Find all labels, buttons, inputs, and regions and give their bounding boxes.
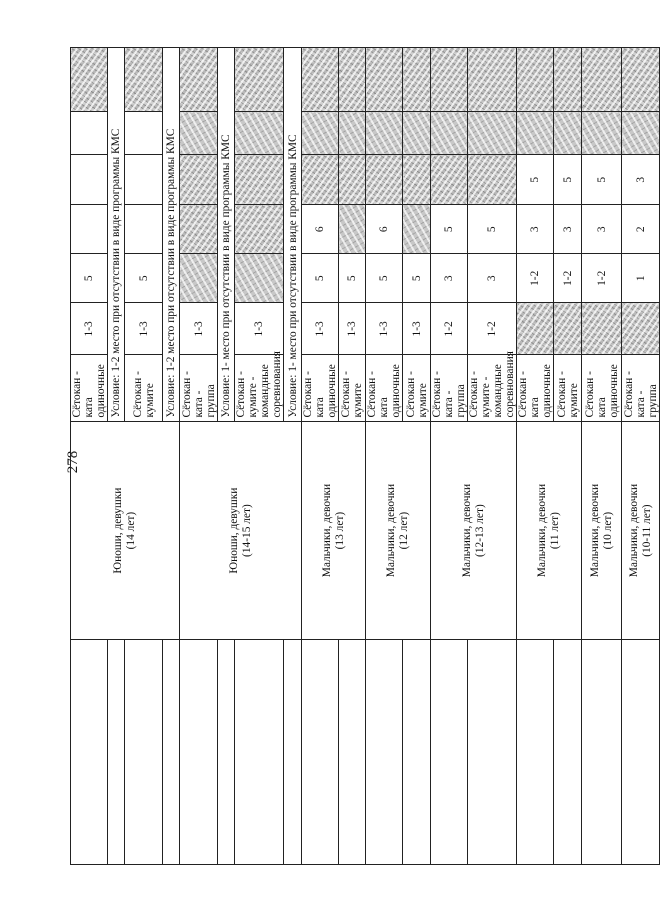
place-cell (125, 155, 163, 205)
shaded-cell (431, 112, 468, 155)
shaded-cell (339, 48, 366, 112)
age-group-cell: Мальчики, девочки (10-11 лет) (622, 422, 660, 639)
discipline-cell: Сётокан - кумите (125, 355, 163, 422)
empty-cell (71, 639, 108, 864)
empty-cell (431, 639, 468, 864)
shaded-cell (235, 112, 284, 155)
discipline-cell: Сётокан - ката - группа (180, 355, 218, 422)
empty-cell (468, 639, 517, 864)
shaded-cell (403, 112, 431, 155)
empty-cell (517, 639, 554, 864)
shaded-cell (403, 48, 431, 112)
condition-cell: Условие: 1- место при отсутствии в виде программы КМС (284, 48, 302, 422)
page-number: 278 (65, 450, 81, 474)
age-group-cell: Юноши, девушки (14-15 лет) (180, 422, 302, 639)
shaded-cell (366, 48, 403, 112)
place-cell: 1-3 (339, 303, 366, 355)
age-group-cell: Юноши, девушки (14 лет) (71, 422, 180, 639)
place-cell: 6 (366, 205, 403, 254)
discipline-cell: Сётокан - кумите (339, 355, 366, 422)
shaded-cell (622, 48, 660, 112)
shaded-cell (517, 112, 554, 155)
place-cell (180, 254, 218, 303)
place-cell: 1-3 (71, 303, 108, 355)
place-cell: 1 (622, 254, 660, 303)
empty-cell (125, 112, 163, 155)
table-row (366, 48, 403, 865)
place-cell: 1-3 (125, 303, 163, 355)
shaded-cell (302, 48, 339, 112)
place-cell: 5 (71, 254, 108, 303)
empty-cell (180, 639, 218, 864)
place-cell: 3 (554, 205, 582, 254)
table-row (431, 48, 468, 865)
place-cell: 5 (582, 155, 622, 205)
shaded-cell (554, 48, 582, 112)
place-cell (302, 155, 339, 205)
place-cell: 1-3 (302, 303, 339, 355)
place-cell (71, 155, 108, 205)
empty-cell (366, 639, 403, 864)
discipline-cell: Сётокан - ката одиночные (302, 355, 339, 422)
shaded-cell (468, 112, 517, 155)
shaded-cell (125, 48, 163, 112)
place-cell (366, 155, 403, 205)
place-cell: 5 (468, 205, 517, 254)
place-cell (235, 205, 284, 254)
place-cell (180, 155, 218, 205)
discipline-cell: Сётокан - кумите - командные соревнования (468, 355, 517, 422)
discipline-cell: Сётокан - кумите - командные соревнования (235, 355, 284, 422)
empty-cell (284, 639, 302, 864)
condition-cell: Условие: 1-2 место при отсутствии в виде программы КМС (163, 48, 180, 422)
shaded-cell (302, 112, 339, 155)
shaded-cell (235, 48, 284, 112)
place-cell: 5 (302, 254, 339, 303)
place-cell: 5 (431, 205, 468, 254)
condition-cell: Условие: 1-2 место при отсутствии в виде программы КМС (108, 48, 125, 422)
table-row (582, 48, 622, 865)
place-cell (235, 155, 284, 205)
place-cell (468, 155, 517, 205)
place-cell: 3 (431, 254, 468, 303)
place-cell: 1-3 (403, 303, 431, 355)
empty-cell (125, 639, 163, 864)
place-cell (554, 303, 582, 355)
place-cell: 5 (125, 254, 163, 303)
place-cell (180, 205, 218, 254)
table-row (622, 48, 660, 865)
discipline-cell: Сётокан - ката одиночные (582, 355, 622, 422)
place-cell: 1-3 (235, 303, 284, 355)
place-cell: 1-3 (366, 303, 403, 355)
age-group-cell: Мальчики, девочки (12 лет) (366, 422, 431, 639)
table-row (71, 48, 108, 865)
empty-cell (622, 639, 660, 864)
shaded-cell (582, 48, 622, 112)
shaded-cell (180, 48, 218, 112)
shaded-cell (554, 112, 582, 155)
table-row (180, 48, 218, 865)
place-cell (403, 205, 431, 254)
shaded-cell (582, 112, 622, 155)
shaded-cell (622, 112, 660, 155)
place-cell: 1-2 (582, 254, 622, 303)
empty-cell (218, 639, 235, 864)
place-cell (235, 254, 284, 303)
place-cell (517, 303, 554, 355)
shaded-cell (517, 48, 554, 112)
discipline-cell: Сётокан - ката одиночные (366, 355, 403, 422)
shaded-cell (468, 48, 517, 112)
rotated-table-frame (70, 47, 659, 865)
discipline-cell: Сётокан - кумите (554, 355, 582, 422)
empty-cell (302, 639, 339, 864)
place-cell: 5 (339, 254, 366, 303)
age-group-cell: Мальчики, девочки (10 лет) (582, 422, 622, 639)
age-group-cell: Мальчики, девочки (13 лет) (302, 422, 366, 639)
condition-cell: Условие: 1- место при отсутствии в виде программы КМС (218, 48, 235, 422)
place-cell (622, 303, 660, 355)
empty-cell (339, 639, 366, 864)
shaded-cell (431, 48, 468, 112)
place-cell: 5 (403, 254, 431, 303)
empty-cell (163, 639, 180, 864)
discipline-cell: Сётокан - ката одиночные (71, 355, 108, 422)
empty-cell (108, 639, 125, 864)
shaded-cell (366, 112, 403, 155)
place-cell: 3 (622, 155, 660, 205)
empty-cell (71, 112, 108, 155)
place-cell: 3 (582, 205, 622, 254)
place-cell (403, 155, 431, 205)
age-group-cell: Мальчики, девочки (11 лет) (517, 422, 582, 639)
place-cell: 1-2 (517, 254, 554, 303)
place-cell: 3 (517, 205, 554, 254)
age-group-cell: Мальчики, девочки (12-13 лет) (431, 422, 517, 639)
table-row (302, 48, 339, 865)
ranking-table (70, 47, 660, 865)
empty-cell (582, 639, 622, 864)
place-cell: 1-2 (431, 303, 468, 355)
place-cell (339, 205, 366, 254)
place-cell: 3 (468, 254, 517, 303)
discipline-cell: Сётокан - ката - группа (431, 355, 468, 422)
place-cell: 1-2 (468, 303, 517, 355)
place-cell (431, 155, 468, 205)
place-cell: 5 (554, 155, 582, 205)
discipline-cell: Сётокан - ката одиночные (517, 355, 554, 422)
place-cell (125, 205, 163, 254)
discipline-cell: Сётокан - ката - группа (622, 355, 660, 422)
shaded-cell (339, 112, 366, 155)
shaded-cell (180, 112, 218, 155)
place-cell: 1-2 (554, 254, 582, 303)
place-cell: 6 (302, 205, 339, 254)
place-cell (71, 205, 108, 254)
empty-cell (235, 639, 284, 864)
empty-cell (554, 639, 582, 864)
discipline-cell: Сётокан - кумите (403, 355, 431, 422)
place-cell: 2 (622, 205, 660, 254)
place-cell (339, 155, 366, 205)
place-cell: 5 (517, 155, 554, 205)
place-cell: 1-3 (180, 303, 218, 355)
place-cell (582, 303, 622, 355)
empty-cell (403, 639, 431, 864)
table-row (517, 48, 554, 865)
place-cell: 5 (366, 254, 403, 303)
shaded-cell (71, 48, 108, 112)
